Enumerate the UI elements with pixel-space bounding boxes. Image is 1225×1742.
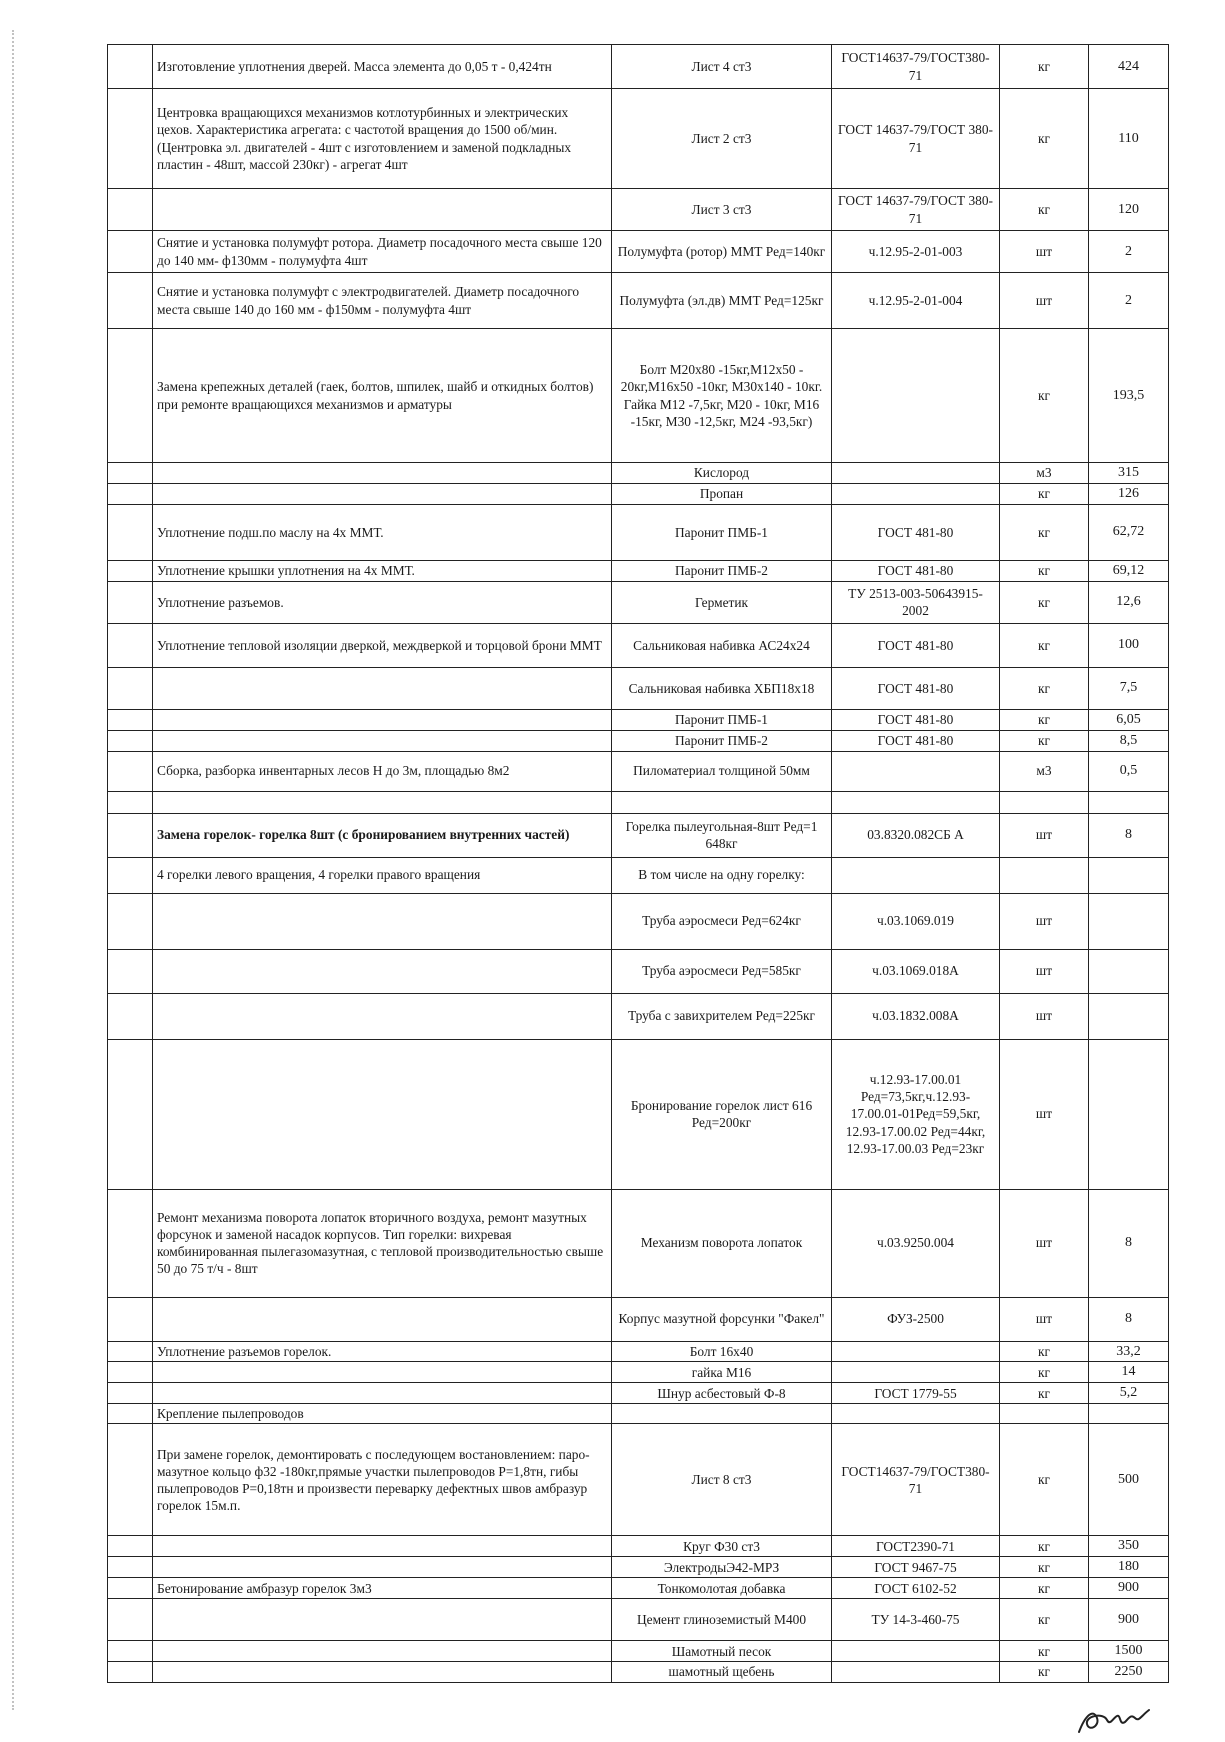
work-cell — [153, 730, 612, 751]
qty-cell: 8 — [1089, 1189, 1169, 1297]
table-row — [108, 45, 1169, 89]
work-cell — [153, 1383, 612, 1404]
material-cell: Бронирование горелок лист 616 Ред=200кг — [612, 1039, 832, 1189]
material-cell: Лист 8 ст3 — [612, 1424, 832, 1536]
doc-cell — [832, 1641, 1000, 1662]
material-cell: Кислород — [612, 463, 832, 484]
material-cell: Шамотный песок — [612, 1641, 832, 1662]
unit-cell: шт — [1000, 1297, 1089, 1341]
table-row — [108, 1039, 1169, 1189]
doc-cell: ГОСТ14637-79/ГОСТ380-71 — [832, 1424, 1000, 1536]
unit-cell: кг — [1000, 1578, 1089, 1599]
qty-cell: 2250 — [1089, 1662, 1169, 1683]
doc-cell: ГОСТ14637-79/ГОСТ380-71 — [832, 45, 1000, 89]
table-row — [108, 1424, 1169, 1536]
table-row — [108, 273, 1169, 329]
table-row — [108, 1383, 1169, 1404]
doc-cell — [832, 483, 1000, 504]
unit-cell: кг — [1000, 623, 1089, 667]
table-row — [108, 1662, 1169, 1683]
table-row — [108, 89, 1169, 189]
work-cell: Сборка, разборка инвентарных лесов Н до 3м, площадью 8м2 — [153, 751, 612, 791]
work-cell: Уплотнение подш.по маслу на 4х ММТ. — [153, 504, 612, 560]
qty-cell — [1089, 893, 1169, 949]
unit-cell: кг — [1000, 1599, 1089, 1641]
table-row — [108, 1536, 1169, 1557]
doc-cell: ГОСТ2390-71 — [832, 1536, 1000, 1557]
table-row — [108, 709, 1169, 730]
unit-cell: кг — [1000, 581, 1089, 623]
work-cell: Замена горелок- горелка 8шт (с бронированием внутренних частей) — [153, 813, 612, 857]
work-cell: Уплотнение разъемов. — [153, 581, 612, 623]
work-cell: Бетонирование амбразур горелок 3м3 — [153, 1578, 612, 1599]
qty-cell: 110 — [1089, 89, 1169, 189]
materials-table-body — [108, 45, 1169, 1683]
work-cell — [153, 667, 612, 709]
qty-cell: 120 — [1089, 189, 1169, 231]
work-cell: Уплотнение разъемов горелок. — [153, 1341, 612, 1362]
qty-cell: 5,2 — [1089, 1383, 1169, 1404]
table-row — [108, 949, 1169, 993]
doc-cell: ГОСТ 481-80 — [832, 730, 1000, 751]
doc-cell: ч.12.95-2-01-004 — [832, 273, 1000, 329]
work-cell — [153, 463, 612, 484]
doc-cell — [832, 463, 1000, 484]
table-row — [108, 993, 1169, 1039]
work-cell: Снятие и установка полумуфт ротора. Диаметр посадочного места свыше 120 до 140 мм- ф130мм - полумуфта 4шт — [153, 231, 612, 273]
work-cell — [153, 893, 612, 949]
unit-cell: кг — [1000, 1641, 1089, 1662]
unit-cell: кг — [1000, 1362, 1089, 1383]
unit-cell: шт — [1000, 273, 1089, 329]
material-cell: Лист 2 ст3 — [612, 89, 832, 189]
doc-cell — [832, 1662, 1000, 1683]
table-row — [108, 463, 1169, 484]
qty-cell: 0,5 — [1089, 751, 1169, 791]
material-cell: Герметик — [612, 581, 832, 623]
doc-cell — [832, 1362, 1000, 1383]
unit-cell — [1000, 857, 1089, 893]
unit-cell: кг — [1000, 1536, 1089, 1557]
unit-cell: кг — [1000, 45, 1089, 89]
doc-cell — [832, 1341, 1000, 1362]
table-row — [108, 813, 1169, 857]
work-cell: 4 горелки левого вращения, 4 горелки правого вращения — [153, 857, 612, 893]
work-cell — [153, 1536, 612, 1557]
qty-cell — [1089, 791, 1169, 813]
table-row — [108, 1341, 1169, 1362]
work-cell — [153, 189, 612, 231]
qty-cell: 69,12 — [1089, 560, 1169, 581]
unit-cell: кг — [1000, 1341, 1089, 1362]
material-cell — [612, 1404, 832, 1424]
material-cell: Шнур асбестовый Ф-8 — [612, 1383, 832, 1404]
unit-cell: кг — [1000, 560, 1089, 581]
material-cell: Механизм поворота лопаток — [612, 1189, 832, 1297]
work-cell: Изготовление уплотнения дверей. Масса элемента до 0,05 т - 0,424тн — [153, 45, 612, 89]
unit-cell: кг — [1000, 1662, 1089, 1683]
material-cell: Паронит ПМБ-2 — [612, 560, 832, 581]
work-cell — [153, 709, 612, 730]
table-row — [108, 730, 1169, 751]
material-cell: гайка М16 — [612, 1362, 832, 1383]
scan-margin-dots — [12, 30, 20, 1710]
material-cell: Труба аэросмеси Ред=624кг — [612, 893, 832, 949]
table-row — [108, 791, 1169, 813]
material-cell: Труба аэросмеси Ред=585кг — [612, 949, 832, 993]
material-cell: Круг Ф30 ст3 — [612, 1536, 832, 1557]
qty-cell — [1089, 857, 1169, 893]
qty-cell: 14 — [1089, 1362, 1169, 1383]
work-cell: Уплотнение крышки уплотнения на 4х ММТ. — [153, 560, 612, 581]
material-cell: Тонкомолотая добавка — [612, 1578, 832, 1599]
unit-cell: шт — [1000, 949, 1089, 993]
material-cell: Полумуфта (эл.дв) ММТ Ред=125кг — [612, 273, 832, 329]
work-cell — [153, 1599, 612, 1641]
qty-cell: 193,5 — [1089, 329, 1169, 463]
table-row — [108, 581, 1169, 623]
unit-cell: кг — [1000, 667, 1089, 709]
qty-cell: 180 — [1089, 1557, 1169, 1578]
unit-cell: кг — [1000, 504, 1089, 560]
qty-cell: 2 — [1089, 231, 1169, 273]
handwritten-signature — [1075, 1698, 1155, 1738]
qty-cell: 500 — [1089, 1424, 1169, 1536]
doc-cell: ч.03.1832.008А — [832, 993, 1000, 1039]
work-cell — [153, 1641, 612, 1662]
unit-cell — [1000, 791, 1089, 813]
table-row — [108, 667, 1169, 709]
material-cell: Лист 3 ст3 — [612, 189, 832, 231]
material-cell: Цемент глиноземистый М400 — [612, 1599, 832, 1641]
material-cell: Сальниковая набивка АС24х24 — [612, 623, 832, 667]
qty-cell: 8 — [1089, 1297, 1169, 1341]
material-cell: Лист 4 ст3 — [612, 45, 832, 89]
work-cell: Центровка вращающихся механизмов котлотурбинных и электрических цехов. Характеристика агрегата: с частотой вращения до 1500 об/мин. (Центровка эл. двигателей - 4шт с изготовлением и заменой подкладных пластин - 48шт, массой 230кг) - агрегат 4шт — [153, 89, 612, 189]
unit-cell: кг — [1000, 1557, 1089, 1578]
table-row — [108, 483, 1169, 504]
doc-cell: ГОСТ 481-80 — [832, 667, 1000, 709]
qty-cell: 62,72 — [1089, 504, 1169, 560]
doc-cell: ч.12.93-17.00.01 Ред=73,5кг,ч.12.93-17.00.01-01Ред=59,5кг, 12.93-17.00.02 Ред=44кг, 12.93-17.00.03 Ред=23кг — [832, 1039, 1000, 1189]
table-row — [108, 329, 1169, 463]
doc-cell: ГОСТ 481-80 — [832, 560, 1000, 581]
table-row — [108, 623, 1169, 667]
table-row — [108, 893, 1169, 949]
unit-cell: шт — [1000, 1039, 1089, 1189]
qty-cell: 1500 — [1089, 1641, 1169, 1662]
material-cell: Сальниковая набивка ХБП18х18 — [612, 667, 832, 709]
work-cell — [153, 1662, 612, 1683]
unit-cell: кг — [1000, 730, 1089, 751]
doc-cell: ГОСТ 481-80 — [832, 623, 1000, 667]
unit-cell: шт — [1000, 813, 1089, 857]
qty-cell: 6,05 — [1089, 709, 1169, 730]
doc-cell: ч.12.95-2-01-003 — [832, 231, 1000, 273]
work-cell — [153, 791, 612, 813]
qty-cell — [1089, 1039, 1169, 1189]
qty-cell — [1089, 949, 1169, 993]
material-cell: Пропан — [612, 483, 832, 504]
work-cell — [153, 483, 612, 504]
doc-cell: ГОСТ 6102-52 — [832, 1578, 1000, 1599]
unit-cell: шт — [1000, 993, 1089, 1039]
material-cell: Корпус мазутной форсунки "Факел" — [612, 1297, 832, 1341]
qty-cell — [1089, 1404, 1169, 1424]
table-row — [108, 1404, 1169, 1424]
table-row — [108, 189, 1169, 231]
unit-cell: кг — [1000, 329, 1089, 463]
doc-cell: ГОСТ 481-80 — [832, 504, 1000, 560]
qty-cell: 315 — [1089, 463, 1169, 484]
doc-cell — [832, 857, 1000, 893]
qty-cell: 350 — [1089, 1536, 1169, 1557]
material-cell: шамотный щебень — [612, 1662, 832, 1683]
unit-cell: шт — [1000, 231, 1089, 273]
work-cell: Крепление пылепроводов — [153, 1404, 612, 1424]
unit-cell: кг — [1000, 709, 1089, 730]
doc-cell: ГОСТ 9467-75 — [832, 1557, 1000, 1578]
material-cell: Горелка пылеугольная-8шт Ред=1 648кг — [612, 813, 832, 857]
material-cell: Паронит ПМБ-1 — [612, 709, 832, 730]
doc-cell: ГОСТ 1779-55 — [832, 1383, 1000, 1404]
material-cell: Пиломатериал толщиной 50мм — [612, 751, 832, 791]
table-row — [108, 1297, 1169, 1341]
material-cell: Болт 16х40 — [612, 1341, 832, 1362]
unit-cell: м3 — [1000, 751, 1089, 791]
unit-cell: кг — [1000, 483, 1089, 504]
doc-cell: ч.03.1069.018А — [832, 949, 1000, 993]
doc-cell: ФУЗ-2500 — [832, 1297, 1000, 1341]
unit-cell — [1000, 1404, 1089, 1424]
materials-table — [107, 44, 1169, 1683]
qty-cell: 8 — [1089, 813, 1169, 857]
work-cell — [153, 1557, 612, 1578]
unit-cell: шт — [1000, 1189, 1089, 1297]
qty-cell: 7,5 — [1089, 667, 1169, 709]
table-row — [108, 751, 1169, 791]
work-cell — [153, 1297, 612, 1341]
unit-cell: кг — [1000, 189, 1089, 231]
work-cell: Уплотнение тепловой изоляции дверкой, междверкой и торцовой брони ММТ — [153, 623, 612, 667]
qty-cell: 100 — [1089, 623, 1169, 667]
doc-cell: ГОСТ 14637-79/ГОСТ 380-71 — [832, 189, 1000, 231]
doc-cell — [832, 791, 1000, 813]
unit-cell: кг — [1000, 1383, 1089, 1404]
table-row — [108, 1641, 1169, 1662]
qty-cell: 126 — [1089, 483, 1169, 504]
table-row — [108, 1599, 1169, 1641]
doc-cell: ТУ 2513-003-50643915-2002 — [832, 581, 1000, 623]
material-cell: ЭлектродыЭ42-МРЗ — [612, 1557, 832, 1578]
qty-cell: 424 — [1089, 45, 1169, 89]
work-cell — [153, 993, 612, 1039]
qty-cell: 12,6 — [1089, 581, 1169, 623]
table-row — [108, 1362, 1169, 1383]
work-cell: Замена крепежных деталей (гаек, болтов, шпилек, шайб и откидных болтов) при ремонте вращающихся механизмов и арматуры — [153, 329, 612, 463]
table-row — [108, 504, 1169, 560]
doc-cell: ч.03.1069.019 — [832, 893, 1000, 949]
work-cell — [153, 1039, 612, 1189]
table-row — [108, 1578, 1169, 1599]
work-cell — [153, 949, 612, 993]
qty-cell: 8,5 — [1089, 730, 1169, 751]
doc-cell: 03.8320.082СБ А — [832, 813, 1000, 857]
doc-cell: ГОСТ 14637-79/ГОСТ 380-71 — [832, 89, 1000, 189]
material-cell — [612, 791, 832, 813]
material-cell: Полумуфта (ротор) ММТ Ред=140кг — [612, 231, 832, 273]
doc-cell: ТУ 14-3-460-75 — [832, 1599, 1000, 1641]
material-cell: Паронит ПМБ-2 — [612, 730, 832, 751]
doc-cell: ч.03.9250.004 — [832, 1189, 1000, 1297]
qty-cell: 33,2 — [1089, 1341, 1169, 1362]
table-row — [108, 231, 1169, 273]
doc-cell — [832, 329, 1000, 463]
qty-cell — [1089, 993, 1169, 1039]
qty-cell: 900 — [1089, 1578, 1169, 1599]
qty-cell: 2 — [1089, 273, 1169, 329]
work-cell: Снятие и установка полумуфт с электродвигателей. Диаметр посадочного места свыше 140 до 160 мм - ф150мм - полумуфта 4шт — [153, 273, 612, 329]
doc-cell — [832, 751, 1000, 791]
material-cell: В том числе на одну горелку: — [612, 857, 832, 893]
table-row — [108, 857, 1169, 893]
doc-cell: ГОСТ 481-80 — [832, 709, 1000, 730]
doc-cell — [832, 1404, 1000, 1424]
material-cell: Паронит ПМБ-1 — [612, 504, 832, 560]
table-row — [108, 1189, 1169, 1297]
qty-cell: 900 — [1089, 1599, 1169, 1641]
table-row — [108, 560, 1169, 581]
unit-cell: м3 — [1000, 463, 1089, 484]
work-cell: При замене горелок, демонтировать с последующем востановлением: паро-мазутное кольцо ф32 -180кг,прямые участки пылепроводов Р=1,8тн, гибы пылепроводов Р=0,18тн и произвести переварку дефектных швов амбразур горелок 15м.п. — [153, 1424, 612, 1536]
unit-cell: кг — [1000, 1424, 1089, 1536]
material-cell: Болт М20х80 -15кг,М12х50 - 20кг,М16х50 -10кг, М30х140 - 10кг. Гайка М12 -7,5кг, М20 - 10кг, М16 -15кг, М30 -12,5кг, М24 -93,5кг) — [612, 329, 832, 463]
work-cell — [153, 1362, 612, 1383]
table-row — [108, 1557, 1169, 1578]
material-cell: Труба с завихрителем Ред=225кг — [612, 993, 832, 1039]
unit-cell: кг — [1000, 89, 1089, 189]
unit-cell: шт — [1000, 893, 1089, 949]
work-cell: Ремонт механизма поворота лопаток вторичного воздуха, ремонт мазутных форсунок и заменой насадок корпусов. Тип горелки: вихревая комбинированная пылегазомазутная, с тепловой производительностью свыше 50 до 75 т/ч - 8шт — [153, 1189, 612, 1297]
